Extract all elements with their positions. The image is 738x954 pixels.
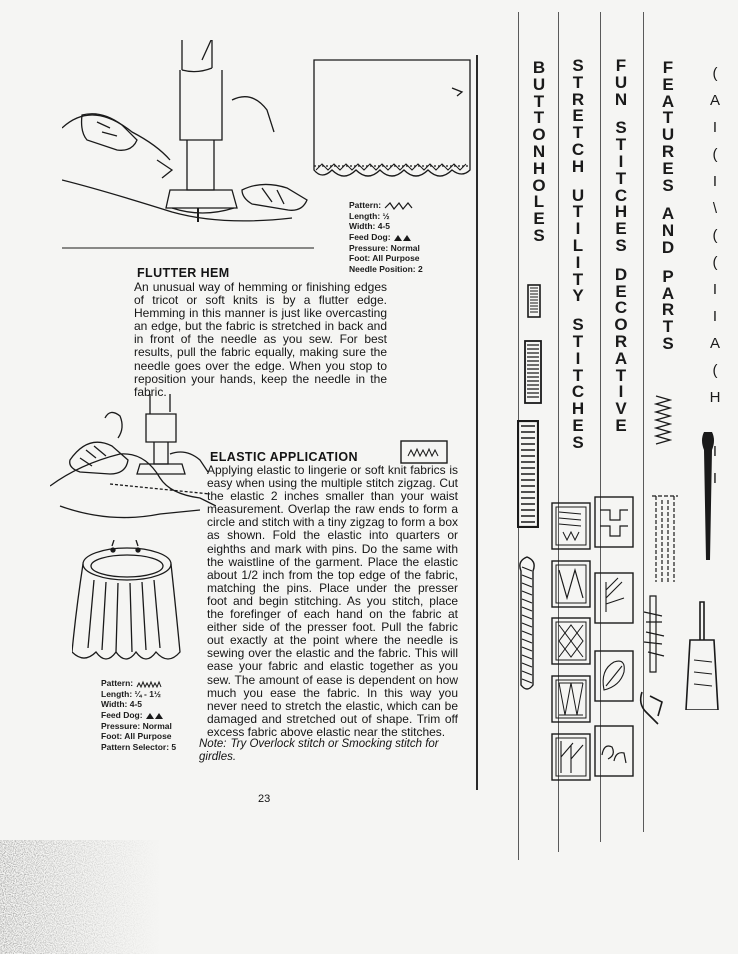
- tab-letter: O: [614, 315, 628, 335]
- tab-word: [615, 120, 627, 254]
- elastic-stitch-box-icon: [400, 440, 448, 464]
- elastic-skirt-illustration: [72, 540, 182, 672]
- tab-letter: E: [615, 415, 627, 435]
- setting-foot: Foot: All Purpose: [349, 253, 420, 264]
- buttonhole-medium-icon: [524, 340, 542, 404]
- tab-letter: S: [662, 175, 674, 195]
- tab-letter: I: [712, 173, 718, 190]
- elastic-settings: [101, 678, 176, 752]
- tab-letter: U: [571, 185, 585, 205]
- tab-letter: E: [533, 209, 545, 229]
- tab-letter: E: [662, 158, 674, 178]
- tab-letter: C: [571, 382, 585, 402]
- tab-letter: (: [712, 362, 718, 379]
- buttonhole-keyhole-icon: [515, 555, 539, 695]
- tab-letter: A: [614, 348, 628, 368]
- tab-letter: T: [572, 72, 584, 92]
- tab-letter: H: [571, 399, 585, 419]
- tab-letter: E: [615, 219, 627, 239]
- scan-noise-texture: [0, 840, 160, 954]
- tab-word: [571, 185, 585, 306]
- note-label: Note:: [199, 738, 227, 750]
- tab-letter: A: [709, 335, 720, 352]
- tab-letter: F: [615, 56, 627, 75]
- page-number: 23: [258, 793, 271, 805]
- tab-letter: T: [662, 317, 674, 337]
- buttonhole-small-icon: [527, 284, 541, 318]
- tab-letter: E: [572, 415, 584, 435]
- overcast-stitch-icon: [384, 201, 414, 211]
- setting-needle-position: Needle Position: 2: [349, 263, 423, 274]
- tab-letter: A: [661, 283, 675, 303]
- tab-fun-decorative-stitches[interactable]: [610, 58, 632, 435]
- setting-length: Length: ½: [349, 210, 390, 221]
- tab-letter: I: [712, 281, 718, 298]
- setting-foot: Foot: All Purpose: [101, 731, 172, 742]
- tab-letter: I: [712, 470, 718, 487]
- stretch-stitch-icon-1: [551, 502, 591, 550]
- tab-letter: T: [572, 365, 584, 385]
- tab-letter: S: [572, 432, 584, 452]
- stretch-stitch-icon-5: [551, 733, 591, 781]
- setting-feed-dog: Feed Dog:: [101, 710, 176, 721]
- tab-stretch-utility-stitches[interactable]: [566, 58, 590, 452]
- setting-length: Length: ¼ - 1½: [101, 688, 162, 699]
- zigzag-stitch-sample-icon: [654, 394, 672, 446]
- bobbin-part-icon: [636, 592, 676, 727]
- tab-word: [532, 60, 545, 245]
- flutter-hem-settings: [349, 200, 423, 274]
- tab-letter: T: [572, 123, 584, 143]
- tab-letter: R: [661, 141, 675, 161]
- tab-letter: I: [618, 151, 624, 171]
- tab-letter: T: [615, 135, 627, 155]
- tab-letter: T: [572, 202, 584, 222]
- tab-letter: T: [533, 108, 545, 128]
- tab-letter: S: [615, 235, 627, 255]
- tab-letter: D: [614, 264, 628, 284]
- tab-letter: L: [572, 235, 584, 255]
- setting-pressure: Pressure: Normal: [101, 720, 172, 731]
- setting-feed-dog: Feed Dog:: [349, 232, 423, 243]
- decorative-stitch-icon-1: [594, 496, 634, 548]
- tab-letter: I: [712, 443, 718, 460]
- tab-letter: (: [712, 65, 718, 82]
- tab-letter: F: [662, 58, 674, 77]
- tab-letter: S: [662, 333, 674, 353]
- stretch-stitch-icon-3: [551, 617, 591, 665]
- tab-letter: N: [532, 141, 546, 161]
- tab-word: [572, 317, 584, 451]
- setting-pattern: Pattern:: [349, 200, 423, 211]
- tab-letter: I: [575, 348, 581, 368]
- tab-letter: R: [614, 331, 628, 351]
- feed-dog-up-icon: [145, 712, 165, 720]
- elastic-body: Applying elastic to lingerie or soft knit fabrics is easy when using the multiple stitch zigzag. Cut the elastic 2 inches smaller than your waist measurement. Overlap the raw ends to form a circle and stitch with a tiny zigzag to form a box as shown. Fold the elastic into quarters or eighths and mark with pins. Do the same with the waistline of the garment. Place the elastic about 1/2 inch from the top edge of the fabric, matching the pins. Place under the presser foot and begin stitching. As you stitch, place the forefinger of each hand on the fabric at either side of the presser foot. Pull the fabric out exactly at the point where the needle is sewing over the elastic and the fabric. This will ease your fabric and elastic together as you sew. The amount of ease is dependent on how much you ease the fabric. In this way you never need to stretch the elastic, which can be damaged and stretched out of shape. Trim off excess fabric above elastic near the stitches.: [207, 463, 458, 739]
- tab-letter: U: [532, 74, 546, 94]
- tab-word: [614, 264, 628, 435]
- note-text: Try Overlock stitch or Smocking stitch for girdles.: [199, 738, 439, 763]
- tab-word: [662, 206, 674, 256]
- tab-partial-right[interactable]: [704, 60, 726, 492]
- tab-letter: I: [712, 308, 718, 325]
- tab-letter: L: [533, 192, 545, 212]
- tab-word: [661, 266, 675, 353]
- elastic-note: [199, 738, 451, 764]
- setting-pressure: Pressure: Normal: [349, 242, 420, 253]
- tab-letter: (: [712, 227, 718, 244]
- tab-letter: U: [614, 72, 628, 92]
- needle-part-icon: [698, 430, 718, 570]
- setting-width: Width: 4-5: [101, 699, 143, 710]
- tab-buttonholes[interactable]: [528, 60, 550, 245]
- tab-letter: H: [614, 202, 628, 222]
- multi-zigzag-icon: [136, 679, 164, 689]
- tab-letter: I: [712, 119, 718, 136]
- tab-letter: O: [532, 175, 546, 195]
- tab-letter: D: [661, 237, 675, 257]
- elastic-heading: ELASTIC APPLICATION: [210, 450, 358, 464]
- decorative-stitch-icon-3: [594, 650, 634, 702]
- tab-letter: T: [615, 168, 627, 188]
- tab-letter: A: [661, 204, 675, 224]
- elastic-sewing-illustration: [50, 394, 216, 526]
- tab-letter: R: [571, 89, 585, 109]
- stretch-stitch-icon-2: [551, 560, 591, 608]
- tab-divider-2: [558, 12, 559, 852]
- tab-letter: T: [662, 108, 674, 128]
- decorative-stitch-icon-2: [594, 572, 634, 624]
- tab-letter: Y: [572, 286, 584, 306]
- content-divider: [476, 55, 478, 790]
- tab-letter: A: [709, 92, 720, 109]
- stretch-stitch-icon-4: [551, 675, 591, 723]
- tab-letter: T: [572, 331, 584, 351]
- decorative-stitch-icon-4: [594, 725, 634, 777]
- tab-letter: I: [575, 252, 581, 272]
- flutter-hem-machine-illustration: [62, 40, 314, 252]
- tab-letter: S: [533, 225, 545, 245]
- presser-foot-part-icon: [650, 492, 680, 582]
- setting-pattern-selector: Pattern Selector: 5: [101, 741, 177, 752]
- tab-letter: T: [572, 269, 584, 289]
- tab-letter: S: [572, 56, 584, 75]
- tab-letter: V: [615, 399, 627, 419]
- flutter-hem-body: An unusual way of hemming or finishing edges of tricot or soft knits is by a flutter edge. Hemming in this manner is just like overcasting an edge, but the fabric is stretched in back and in front of the needle as you sew. For best results, pull the fabric equally, making sure the needle goes over the edge. When you stop to reposition your hands, keep the needle in the fabric.: [134, 280, 387, 399]
- flutter-hem-fabric-swatch: [312, 58, 472, 200]
- thread-spool-part-icon: [684, 600, 720, 710]
- tab-letter: R: [661, 300, 675, 320]
- tab-divider-3: [600, 12, 601, 842]
- tab-word: [615, 58, 627, 108]
- tab-letter: T: [533, 91, 545, 111]
- tab-letter: E: [615, 281, 627, 301]
- tab-word: [572, 58, 584, 176]
- tab-letter: \: [712, 200, 718, 217]
- tab-features-and-parts[interactable]: [656, 60, 680, 353]
- tab-letter: I: [618, 382, 624, 402]
- tab-letter: N: [614, 89, 628, 109]
- buttonhole-large-icon: [517, 420, 539, 528]
- tab-letter: H: [571, 156, 585, 176]
- tab-letter: E: [662, 74, 674, 94]
- tab-letter: N: [661, 221, 675, 241]
- tab-letter: H: [532, 158, 546, 178]
- tab-letter: C: [571, 139, 585, 159]
- tab-letter: S: [615, 118, 627, 138]
- tab-letter: C: [614, 298, 628, 318]
- feed-dog-up-icon: [393, 234, 413, 242]
- tab-letter: A: [661, 91, 675, 111]
- tab-letter: C: [614, 185, 628, 205]
- flutter-hem-heading: FLUTTER HEM: [137, 266, 230, 280]
- tab-letter: I: [575, 219, 581, 239]
- tab-letter: P: [662, 266, 674, 286]
- tab-letter: (: [712, 254, 718, 271]
- tab-word: [662, 60, 674, 194]
- setting-width: Width: 4-5: [349, 221, 391, 232]
- tab-letter: H: [709, 389, 721, 406]
- tab-letter: S: [572, 315, 584, 335]
- tab-letter: B: [532, 58, 546, 77]
- tab-letter: U: [661, 125, 675, 145]
- tab-letter: T: [615, 365, 627, 385]
- tab-letter: E: [572, 106, 584, 126]
- tab-letter: (: [712, 146, 718, 163]
- tab-letter: O: [532, 125, 546, 145]
- setting-pattern: Pattern:: [101, 678, 176, 689]
